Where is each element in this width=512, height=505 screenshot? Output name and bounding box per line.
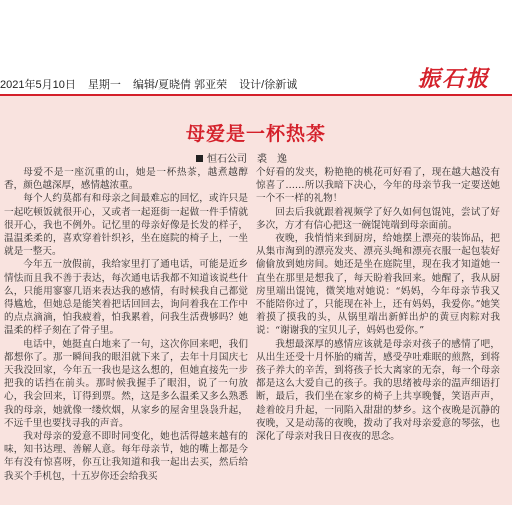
issue-weekday: 星期一 [87,79,121,91]
paragraph: 我想最深厚的感情应该就是母亲对孩子的感情了吧，从出生还受十月怀胎的痛苦，感受孕吐难眠的煎熬，到将孩子养大的辛苦，到将孩子长大离家的无奈，每一个母亲都是这么大爱自己的孩子。我的思绪被母亲的温声细语打断，最后，我们坐在家乡的椅子上共享晚餐，笑语声声，趁着皎月升起，一同陷入甜甜的梦乡。这个夜晚是沉静的夜晚，又是动荡的夜晚，拨动了我对母亲爱意的琴弦，也深化了母亲对我日日夜夜的思念。 [256,338,500,443]
header-info-line [0,76,306,92]
paragraph: 母爱不是一座沉重的山，她是一杯热茶，越煮越醇香，颜色越深厚，感情越浓重。 [4,167,248,192]
editor-credit: 编辑/夏晓倩 郭亚荣 [132,79,228,91]
article-column-left [4,166,248,502]
paragraph: 电话中，她挺直白地来了一句，这次你回来吧，我们都想你了。那一瞬间我的眼泪就下来了，去年十月国庆七天我没回家，今年五一我也是这么想的，但她直接先一步把我的话挡在前头。那时候我握手了眼泪，说了一句放心，我会回来，订得到票。然，这是多么温柔又多么熟悉我的母亲，她就像一缕炊烟，从家乡的屋舍里袅袅升起，不远千里也要找寻我的声音。 [4,338,248,429]
designer-credit: 设计/徐新诚 [239,79,298,91]
article-column-right [256,166,500,502]
paragraph: 回去后我就跟着视频学了好久如何包馄饨，尝试了好多次，方才有信心把这一碗馄饨端到母亲面前。 [256,206,500,231]
paragraph: 我对母亲的爱意不即时同变化，她也活得越来越有的味，知书达理、善解人意。每年母亲节，她的嘴上都是今年有没有惊喜呀，你互让我知道和我一起出去买，然后给我买个手机包，十五岁你还会给我买 [4,431,248,482]
paragraph: 夜晚，我悄悄来到厨房，给她摆上漂亮的装饰品，把从集市淘到的漂亮发夹、漂亮头绳和漂亮衣服一起包装好偷偷放到她房间。她还是坐在庭院里，现在我才知道她一直坐在那里是想我了，每天盼着我回来。她醒了，我从厨房里端出馄饨，微笑地对她说：“妈妈，今年母亲节我又不能陪你过了，只能现在补上，还有妈妈，我爱你。”她笑着摸了摸我的头，从锅里端出新鲜出炉的黄豆肉粽对我说：“谢谢我的宝贝儿子，妈妈也爱你。” [256,233,500,337]
paragraph: 每个人约莫都有和母亲之间最难忘的回忆，或许只是一起吃顿饭就很开心，又或者一起逛街一起做一件手情就很开心，我也不例外。记忆里的母亲好像是长发的样子，温温柔柔的，喜欢穿着针织衫，坐在庭院的椅子上，一坐就是一整天。 [4,193,248,258]
issue-date: 2021年5月10日 [0,79,76,91]
article-byline [196,150,287,165]
paragraph: 今年五一放假前，我给家里打了通电话，可能是近乡情怯而且我不善于表达，每次通电话我都不知道该说些什么，只能用寥寥几语来表达我的感情，有时候我自己都觉得尴尬，但她总是能笑着把话回回去，询问着我在工作中的点点滴滴，怕我疲着，怕我累着，问我生活费够吗？她温柔的样子刻在了骨子里。 [4,259,248,337]
byline-square-icon [196,155,203,162]
paragraph-continued: 个好看的发夹，粉艳艳的桃花可好看了，现在越大越没有惊喜了……所以我暗下决心，今年的母亲节我一定要送她一个不一样的礼物！ [256,167,500,205]
article-title: 母爱是一杯热茶 [185,123,326,145]
byline-text: 恒石公司 裘 逸 [207,154,287,165]
newspaper-header [0,0,512,96]
newspaper-masthead: 振石报 [417,66,490,92]
